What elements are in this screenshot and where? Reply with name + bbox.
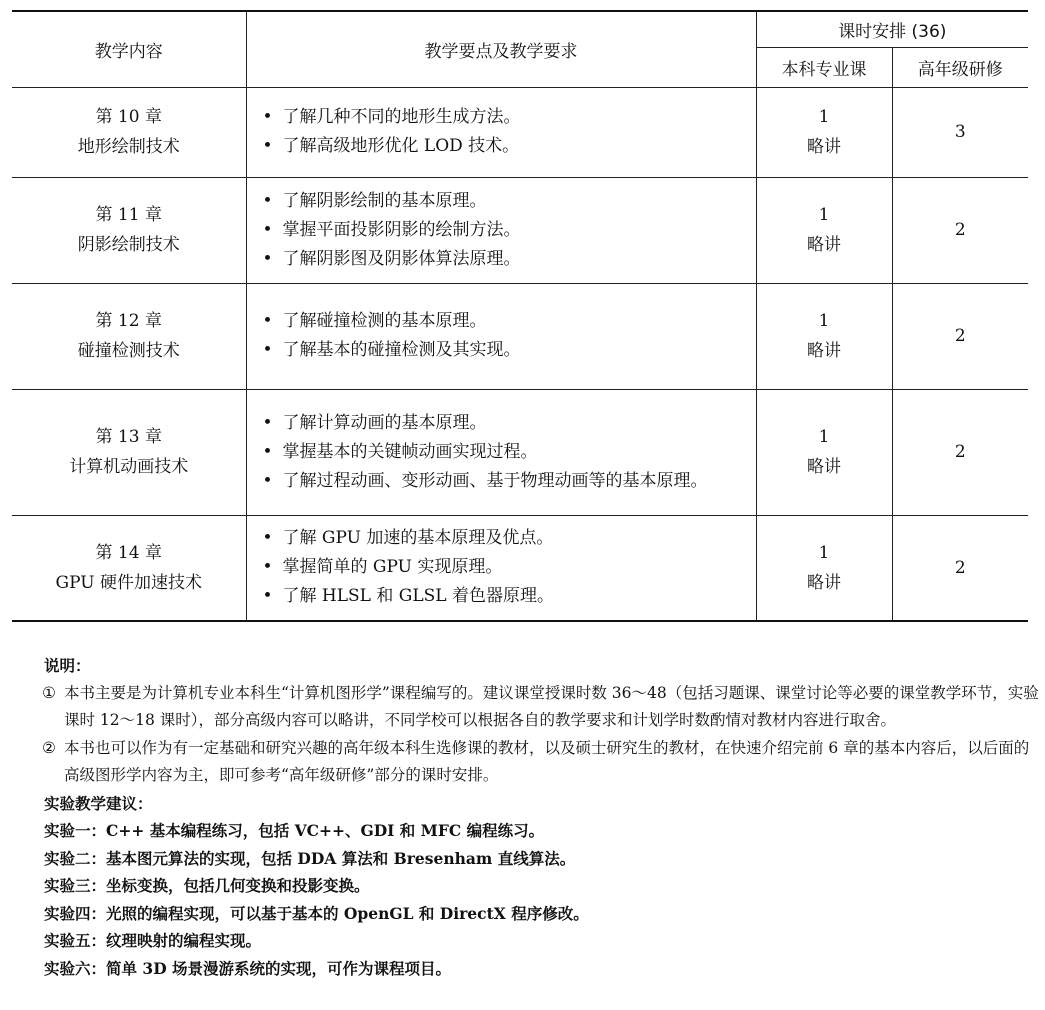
header-undergrad: 本科专业课 xyxy=(756,47,892,87)
chapter-title: 阴影绘制技术 xyxy=(77,235,180,255)
lab-text: 光照的编程实现，可以基于基本的 OpenGL 和 DirectX 程序修改。 xyxy=(106,903,589,923)
note-item-1 xyxy=(44,680,1040,735)
lab-text: 坐标变换，包括几何变换和投影变换。 xyxy=(106,876,370,895)
list-item: • 了解 HLSL 和 GLSL 着色器原理。 xyxy=(263,582,746,611)
table-row xyxy=(12,389,1028,515)
list-item: • 掌握平面投影阴影的绘制方法。 xyxy=(263,216,746,245)
undergrad-hours: 1 xyxy=(818,311,830,331)
header-points: 教学要点及教学要求 xyxy=(246,11,756,87)
undergrad-hours-cell xyxy=(756,389,892,515)
undergrad-hours-cell xyxy=(756,177,892,283)
chapter-cell xyxy=(12,389,246,515)
chapter-number: 第 12 章 xyxy=(95,311,162,331)
course-schedule-table xyxy=(12,10,1028,622)
header-advanced: 高年级研修 xyxy=(892,47,1028,87)
list-item: • 了解基本的碰撞检测及其实现。 xyxy=(263,336,746,365)
undergrad-hours: 1 xyxy=(818,542,830,563)
lab-item-2 xyxy=(44,845,1040,873)
lab-item-1 xyxy=(44,817,1040,845)
advanced-hours: 2 xyxy=(892,177,1028,283)
list-item: • 掌握简单的 GPU 实现原理。 xyxy=(263,553,746,582)
lab-name: 实验五： xyxy=(44,931,107,950)
list-item: • 了解碰撞检测的基本原理。 xyxy=(263,307,746,336)
list-item: • 了解阴影图及阴影体算法原理。 xyxy=(263,245,746,274)
lab-suggestions-label: 实验教学建议： xyxy=(44,793,153,813)
chapter-cell xyxy=(12,177,246,283)
header-content: 教学内容 xyxy=(12,11,246,87)
points-cell xyxy=(246,283,756,389)
undergrad-note: 略讲 xyxy=(807,572,841,593)
chapter-cell xyxy=(12,87,246,177)
note-item-2 xyxy=(44,735,1040,790)
points-cell xyxy=(246,389,756,515)
list-item: • 了解计算动画的基本原理。 xyxy=(263,409,746,438)
list-item: • 了解几种不同的地形生成方法。 xyxy=(263,103,746,132)
list-item: • 了解阴影绘制的基本原理。 xyxy=(263,187,746,216)
undergrad-hours-cell xyxy=(756,87,892,177)
chapter-title: 碰撞检测技术 xyxy=(77,341,180,361)
advanced-hours: 2 xyxy=(892,283,1028,389)
undergrad-hours-cell xyxy=(756,515,892,621)
table-row xyxy=(12,515,1028,621)
lab-text: C++ 基本编程练习，包括 VC++、GDI 和 MFC 编程练习。 xyxy=(106,821,545,840)
chapter-number: 第 13 章 xyxy=(95,427,162,447)
undergrad-hours: 1 xyxy=(818,107,830,127)
lab-name: 实验六： xyxy=(44,958,107,978)
note-number: ② xyxy=(42,738,56,757)
list-item: • 掌握基本的关键帧动画实现过程。 xyxy=(263,438,746,467)
lab-text: 纹理映射的编程实现。 xyxy=(106,931,262,950)
table-row xyxy=(12,283,1028,389)
lab-name: 实验三： xyxy=(44,876,107,895)
lab-item-5 xyxy=(44,927,1040,955)
list-item: • 了解 GPU 加速的基本原理及优点。 xyxy=(263,524,746,553)
lab-name: 实验二： xyxy=(44,848,107,868)
points-cell xyxy=(246,87,756,177)
lab-item-3 xyxy=(44,872,1040,900)
undergrad-hours: 1 xyxy=(818,427,830,447)
chapter-title: 计算机动画技术 xyxy=(69,457,189,477)
lab-item-6 xyxy=(44,955,1040,983)
undergrad-note: 略讲 xyxy=(807,235,841,255)
points-cell xyxy=(246,515,756,621)
lab-name: 实验一： xyxy=(44,821,107,840)
advanced-hours: 3 xyxy=(892,87,1028,177)
undergrad-note: 略讲 xyxy=(807,341,841,361)
note-text: 本书主要是为计算机专业本科生“计算机图形学”课程编写的。建议课堂授课时数 36～48（包括习题课、课堂讨论等必要的课堂教学环节，实验课时 12～18 课时），部分高级内容可以略讲，不同学校可以根据各自的教学要求和计划学时数酌情对教材内容进行取舍。 xyxy=(64,683,1039,729)
chapter-number: 第 10 章 xyxy=(95,107,162,127)
undergrad-hours: 1 xyxy=(818,205,830,225)
chapter-number: 第 11 章 xyxy=(95,205,162,225)
chapter-number: 第 14 章 xyxy=(95,542,162,563)
note-number: ① xyxy=(42,683,56,702)
header-hours: 课时安排 (36) xyxy=(756,11,1028,47)
notes-label: 说明： xyxy=(44,656,91,675)
undergrad-hours-cell xyxy=(756,283,892,389)
notes-section xyxy=(44,652,1040,982)
table-row xyxy=(12,87,1028,177)
lab-text: 基本图元算法的实现，包括 DDA 算法和 Bresenham 直线算法。 xyxy=(106,848,576,868)
list-item: • 了解高级地形优化 LOD 技术。 xyxy=(263,132,746,161)
lab-item-4 xyxy=(44,900,1040,928)
lab-text: 简单 3D 场景漫游系统的实现，可作为课程项目。 xyxy=(106,958,452,978)
chapter-title: 地形绘制技术 xyxy=(77,137,180,157)
note-text: 本书也可以作为有一定基础和研究兴趣的高年级本科生选修课的教材，以及硕士研究生的教材，在快速介绍完前 6 章的基本内容后，以后面的高级图形学内容为主，即可参考“高年级研修”部分的课时安排。 xyxy=(64,738,1030,784)
list-item: • 了解过程动画、变形动画、基于物理动画等的基本原理。 xyxy=(263,467,746,496)
chapter-cell xyxy=(12,283,246,389)
undergrad-note: 略讲 xyxy=(807,137,841,157)
table-row xyxy=(12,177,1028,283)
advanced-hours: 2 xyxy=(892,515,1028,621)
points-cell xyxy=(246,177,756,283)
chapter-cell xyxy=(12,515,246,621)
lab-name: 实验四： xyxy=(44,903,107,923)
advanced-hours: 2 xyxy=(892,389,1028,515)
chapter-title: GPU 硬件加速技术 xyxy=(55,572,202,593)
undergrad-note: 略讲 xyxy=(807,457,841,477)
